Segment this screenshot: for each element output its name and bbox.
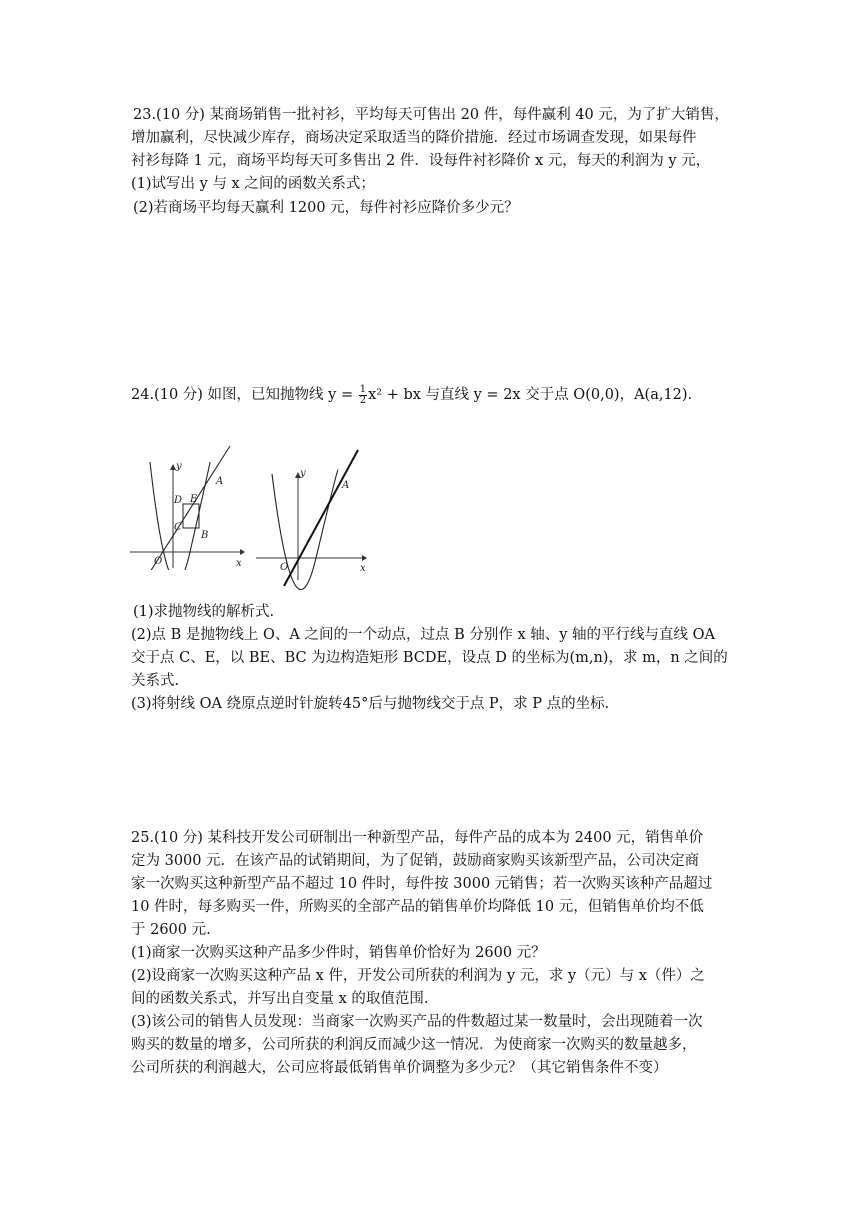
q24-figure-2	[254, 440, 370, 590]
fig2-x-arrow-icon	[362, 555, 367, 561]
q24-part-2-line-3: 关系式.	[131, 673, 180, 689]
fig1-label-C: C	[174, 522, 182, 533]
fig1-label-x: x	[236, 558, 242, 569]
q24-part-3: (3)将射线 OA 绕原点逆时针旋转45°后与抛物线交于点 P，求 P 点的坐标.	[131, 696, 610, 712]
q25-part-2-line-2: 间的函数关系式，并写出自变量 x 的取值范围.	[131, 991, 429, 1007]
q25-part-3-line-3: 公司所获的利润越大，公司应将最低销售单价调整为多少元？（其它销售条件不变）	[131, 1060, 668, 1076]
q25-part-1: (1)商家一次购买这种产品多少件时，销售单价恰好为 2600 元？	[131, 945, 546, 961]
q25-part-2-line-1: (2)设商家一次购买这种产品 x 件，开发公司所获的利润为 y 元，求 y（元）与 x（件）之	[131, 968, 705, 984]
fig1-label-E: E	[190, 494, 198, 505]
q23-line-1: 23.(10 分) 某商场销售一批衬衫，平均每天可售出 20 件，每件赢利 40 元，为了扩大销售，	[133, 107, 729, 123]
q23-line-2: 增加赢利，尽快减少库存，商场决定采取适当的降价措施．经过市场调查发现，如果每件	[131, 130, 697, 146]
fig1-parabola	[150, 462, 210, 570]
fig2-label-O: O	[280, 562, 289, 573]
q24-part-2-line-1: (2)点 B 是抛物线上 O、A 之间的一个动点，过点 B 分别作 x 轴、y 轴的平行线与直线 OA	[131, 627, 716, 643]
q25-part-3-line-1: (3)该公司的销售人员发现：当商家一次购买产品的件数超过某一数量时，会出现随着一次	[131, 1014, 703, 1030]
q23-part-2: (2)若商场平均每天赢利 1200 元，每件衬衫应降价多少元？	[133, 200, 519, 216]
q24-stem-part-b: x² + bx 与直线 y = 2x 交于点 O(0,0)，A(a,12).	[368, 387, 693, 403]
q24-fraction-numerator: 1	[359, 383, 367, 395]
q25-part-3-line-2: 购买的数量的增多，公司所获的利润反而减少这一情况．为使商家一次购买的数量越多，	[131, 1037, 697, 1053]
fig2-label-y: y	[300, 468, 306, 479]
q25-line-4: 10 件时，每多购买一件，所购买的全部产品的销售单价均降低 10 元，但销售单价均不低	[131, 899, 704, 915]
fig2-label-x: x	[360, 563, 366, 574]
q24-fraction	[359, 385, 367, 406]
fig2-label-A: A	[342, 480, 350, 491]
q24-stem	[131, 384, 692, 406]
q23-line-3: 衬衫每降 1 元，商场平均每天可多售出 2 件．设每件衬衫降价 x 元，每天的利润为 y 元，	[131, 153, 711, 169]
fig1-label-O: O	[154, 556, 163, 567]
q25-line-5: 于 2600 元.	[131, 922, 211, 938]
fig1-label-y: y	[176, 461, 182, 472]
q25-line-1: 25.(10 分) 某科技开发公司研制出一种新型产品，每件产品的成本为 2400 元，销售单价	[131, 830, 704, 846]
q25-line-3: 家一次购买这种新型产品不超过 10 件时，每件按 3000 元销售；若一次购买该种产品超过	[131, 876, 713, 892]
q24-fraction-denominator: 2	[359, 394, 367, 406]
fig1-label-D: D	[174, 495, 183, 506]
q23-part-1: (1)试写出 y 与 x 之间的函数关系式；	[131, 176, 375, 192]
fig1-label-A: A	[216, 476, 224, 487]
q24-part-1: (1)求抛物线的解析式.	[133, 604, 275, 620]
fig1-label-B: B	[201, 530, 209, 541]
q25-line-2: 定为 3000 元．在该产品的试销期间，为了促销，鼓励商家购买该新型产品，公司决定商	[131, 853, 700, 869]
fig1-x-arrow-icon	[240, 549, 245, 555]
fig2-line-OA	[284, 450, 358, 586]
q24-part-2-line-2: 交于点 C、E，以 BE、BC 为边构造矩形 BCDE，设点 D 的坐标为(m,n)，求 m，n 之间的	[131, 650, 728, 666]
q24-figure-1	[128, 440, 246, 570]
q24-stem-part-a: 24.(10 分) 如图，已知抛物线 y =	[131, 387, 358, 403]
